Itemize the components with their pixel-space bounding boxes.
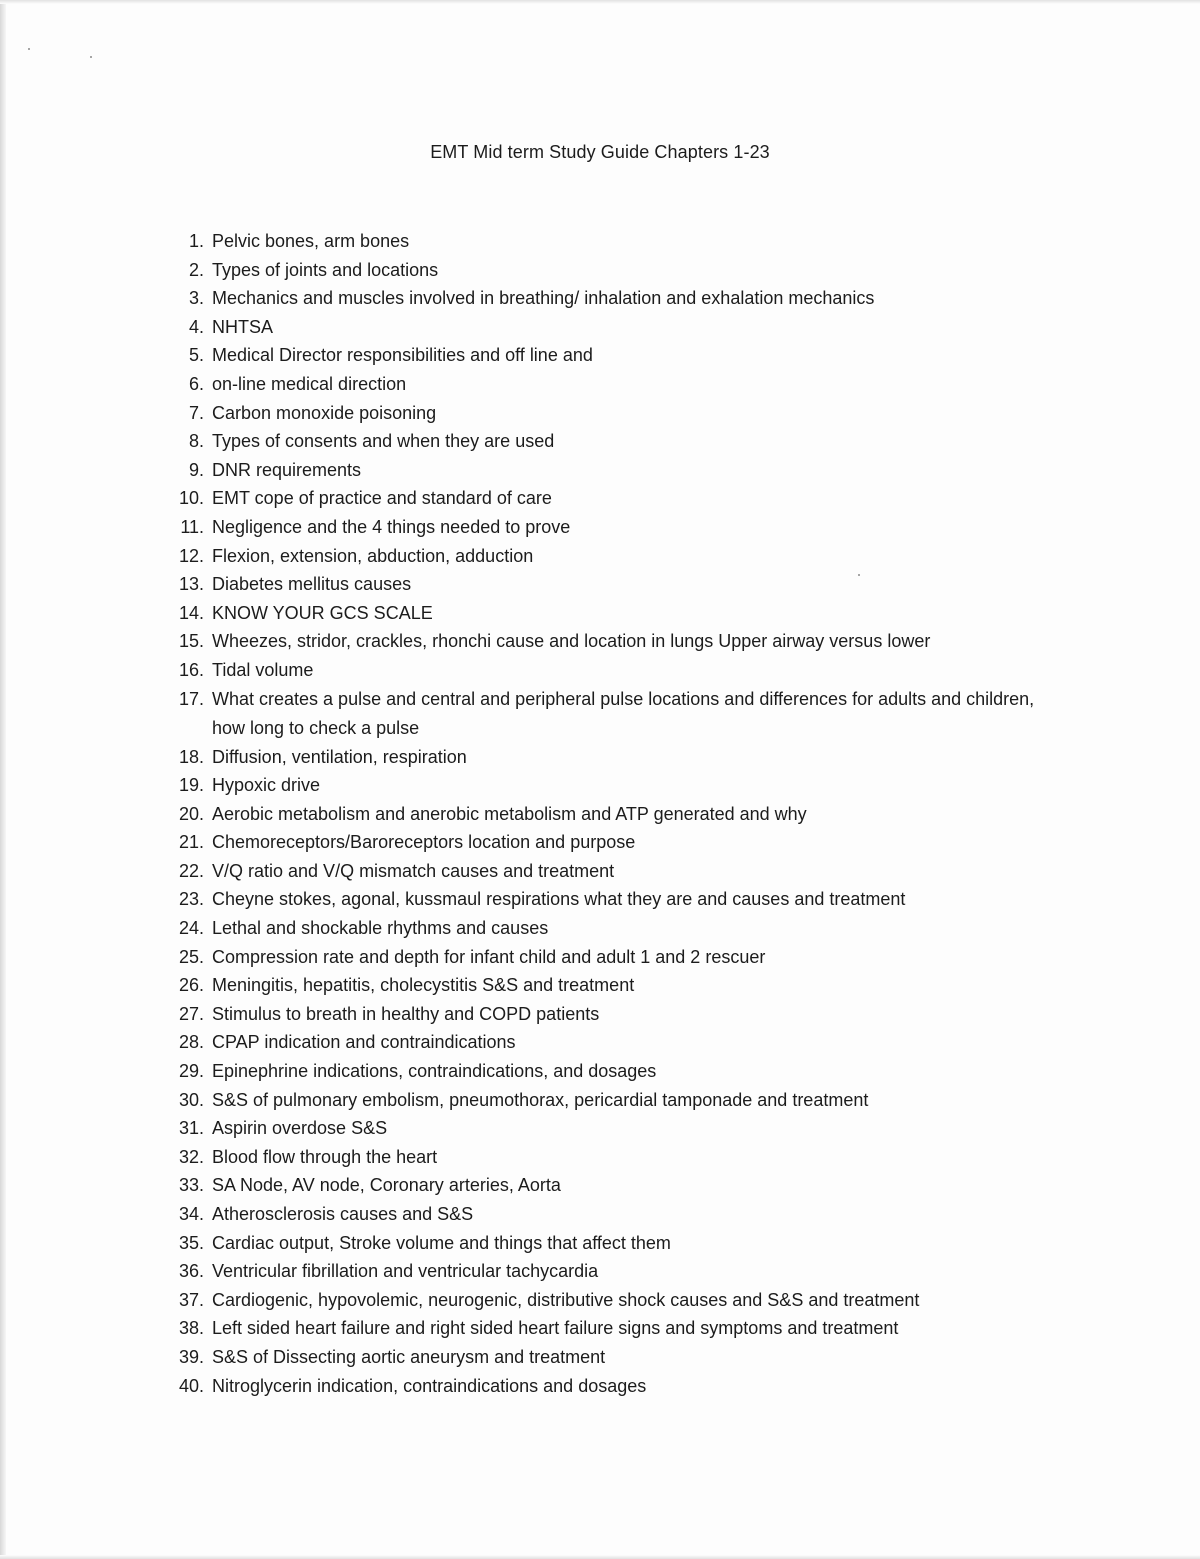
list-item-text: on-line medical direction — [212, 373, 407, 394]
list-item — [164, 1229, 1064, 1258]
list-item — [164, 370, 1064, 399]
list-item-number: 17. — [178, 688, 204, 709]
list-item-text: Types of joints and locations — [212, 259, 439, 280]
list-item-text: Pelvic bones, arm bones — [212, 231, 410, 251]
list-item — [164, 743, 1064, 772]
list-item-text: Atherosclerosis causes and S&S — [212, 1204, 474, 1224]
list-item — [164, 1372, 1064, 1401]
list-item — [164, 971, 1064, 1000]
list-item — [164, 1086, 1064, 1115]
list-item — [164, 1343, 1064, 1372]
scan-speck — [90, 56, 92, 58]
list-item — [164, 1057, 1064, 1086]
list-item-number: 24. — [178, 918, 204, 939]
list-item — [164, 627, 1064, 656]
list-item — [164, 570, 1064, 599]
list-item-text: Chemoreceptors/Baroreceptors location and purpose — [212, 832, 636, 853]
list-item-number: 35. — [178, 1232, 204, 1253]
list-item-number: 29. — [178, 1061, 204, 1082]
list-item-text: Aspirin overdose S&S — [212, 1118, 388, 1139]
list-item-text: Negligence and the 4 things needed to prove — [212, 516, 571, 537]
list-item-text: Blood flow through the heart — [212, 1146, 438, 1167]
list-item-text: Hypoxic drive — [212, 775, 321, 796]
list-item-text: Mechanics and muscles involved in breathing/ inhalation and exhalation mechanics — [212, 288, 875, 309]
list-item-text: What creates a pulse and central and peripheral pulse locations and differences for adults and children, how long to check a pulse — [212, 688, 1035, 738]
list-item-text: Tidal volume — [212, 659, 314, 680]
list-item-text: S&S of Dissecting aortic aneurysm and treatment — [212, 1346, 606, 1367]
list-item-number: 20. — [178, 803, 204, 824]
list-item — [164, 656, 1064, 685]
list-item-number: 13. — [178, 574, 204, 595]
list-item — [164, 399, 1064, 428]
list-item-text: Left sided heart failure and right sided heart failure signs and symptoms and treatment — [212, 1318, 899, 1339]
list-item-number: 10. — [178, 488, 204, 509]
list-item — [164, 513, 1064, 542]
list-item-number: 8. — [188, 431, 204, 452]
list-item-number: 1. — [188, 231, 204, 251]
list-item — [164, 885, 1064, 914]
list-item-number: 22. — [178, 860, 204, 881]
list-item — [164, 1114, 1064, 1143]
list-item-number: 5. — [188, 345, 204, 366]
list-item-number: 9. — [188, 459, 204, 480]
list-item-number: 15. — [178, 631, 204, 652]
list-item-number: 25. — [178, 946, 204, 967]
list-item-text: Carbon monoxide poisoning — [212, 402, 437, 423]
scan-edge-left — [0, 0, 6, 1559]
list-item — [164, 685, 1042, 743]
list-item — [164, 857, 1064, 886]
list-item — [164, 256, 1064, 285]
list-item-text: SA Node, AV node, Coronary arteries, Aorta — [212, 1175, 561, 1196]
list-item-number: 16. — [178, 659, 204, 680]
list-item — [164, 800, 1064, 829]
list-item — [164, 1143, 1064, 1172]
list-item-number: 6. — [188, 373, 204, 394]
list-item — [164, 914, 1064, 943]
list-item-number: 3. — [188, 288, 204, 309]
list-item — [164, 456, 1064, 485]
list-item-text: EMT cope of practice and standard of care — [212, 488, 552, 509]
list-item — [164, 484, 1064, 513]
list-item — [164, 1257, 1064, 1286]
list-item — [164, 1171, 1064, 1200]
list-item-text: Wheezes, stridor, crackles, rhonchi cause and location in lungs Upper airway versus lower — [212, 631, 931, 652]
list-item-text: NHTSA — [212, 316, 274, 337]
list-item — [164, 313, 1064, 342]
list-item-text: V/Q ratio and V/Q mismatch causes and treatment — [212, 860, 615, 881]
list-item — [164, 1200, 1064, 1229]
list-item-number: 30. — [178, 1089, 204, 1110]
list-item-number: 18. — [178, 746, 204, 767]
list-item-text: Cardiogenic, hypovolemic, neurogenic, distributive shock causes and S&S and treatment — [212, 1289, 920, 1310]
list-item-text: S&S of pulmonary embolism, pneumothorax, pericardial tamponade and treatment — [212, 1089, 869, 1110]
list-item-number: 27. — [178, 1003, 204, 1024]
scan-edge-top — [0, 0, 1200, 4]
list-item-text: Types of consents and when they are used — [212, 431, 555, 452]
list-item-text: KNOW YOUR GCS SCALE — [212, 602, 433, 623]
list-item-number: 33. — [178, 1175, 204, 1196]
list-item-number: 23. — [178, 889, 204, 910]
list-item-number: 36. — [178, 1261, 204, 1282]
list-item — [164, 427, 1064, 456]
list-item-number: 4. — [188, 316, 204, 337]
list-item — [164, 1286, 1064, 1315]
list-item-text: Aerobic metabolism and anerobic metabolism and ATP generated and why — [212, 803, 807, 824]
list-item — [164, 599, 1064, 628]
list-item-text: Meningitis, hepatitis, cholecystitis S&S and treatment — [212, 975, 635, 996]
list-item-text: Nitroglycerin indication, contraindications and dosages — [212, 1375, 647, 1396]
list-item-text: CPAP indication and contraindications — [212, 1032, 516, 1053]
list-item-number: 7. — [188, 402, 204, 423]
list-item-number: 19. — [178, 775, 204, 796]
list-item-number: 26. — [178, 975, 204, 996]
list-item-text: Lethal and shockable rhythms and causes — [212, 918, 549, 939]
list-item — [164, 542, 1064, 571]
list-item-number: 21. — [178, 832, 204, 853]
list-item-number: 31. — [178, 1118, 204, 1139]
scan-speck — [28, 48, 30, 50]
list-item — [164, 771, 1064, 800]
list-item-text: Cardiac output, Stroke volume and things that affect them — [212, 1232, 671, 1253]
page-title: EMT Mid term Study Guide Chapters 1-23 — [430, 142, 770, 162]
list-item — [164, 341, 1064, 370]
list-item-number: 39. — [178, 1346, 204, 1367]
list-item-text: Stimulus to breath in healthy and COPD patients — [212, 1003, 600, 1024]
list-item-number: 37. — [178, 1289, 204, 1310]
list-item — [164, 1028, 1064, 1057]
list-item-text: DNR requirements — [212, 459, 362, 480]
list-item — [164, 284, 1064, 313]
list-item-number: 32. — [178, 1146, 204, 1167]
list-item-number: 38. — [178, 1318, 204, 1339]
list-item-text: Compression rate and depth for infant child and adult 1 and 2 rescuer — [212, 946, 766, 967]
list-item-text: Diffusion, ventilation, respiration — [212, 746, 467, 767]
list-item-number: 28. — [178, 1032, 204, 1053]
list-item — [164, 227, 1064, 256]
list-item — [164, 1314, 1064, 1343]
list-item-number: 40. — [178, 1375, 204, 1396]
list-item-number: 34. — [178, 1204, 204, 1224]
list-item-number: 12. — [178, 545, 204, 566]
list-item-number: 2. — [188, 259, 204, 280]
list-item-number: 14. — [178, 602, 204, 623]
list-item-text: Medical Director responsibilities and off line and — [212, 345, 593, 366]
list-item-text: Ventricular fibrillation and ventricular tachycardia — [212, 1261, 599, 1282]
list-item-text: Flexion, extension, abduction, adduction — [212, 545, 534, 566]
list-item-number: 11. — [180, 516, 204, 537]
list-item — [164, 828, 1064, 857]
list-item — [164, 1000, 1064, 1029]
list-item — [164, 943, 1064, 972]
list-item-text: Diabetes mellitus causes — [212, 574, 412, 595]
list-item-text: Cheyne stokes, agonal, kussmaul respirations what they are and causes and treatment — [212, 889, 906, 910]
list-item-text: Epinephrine indications, contraindications, and dosages — [212, 1061, 657, 1082]
study-guide-list — [164, 227, 1064, 1400]
scan-edge-bottom — [0, 1555, 1200, 1559]
